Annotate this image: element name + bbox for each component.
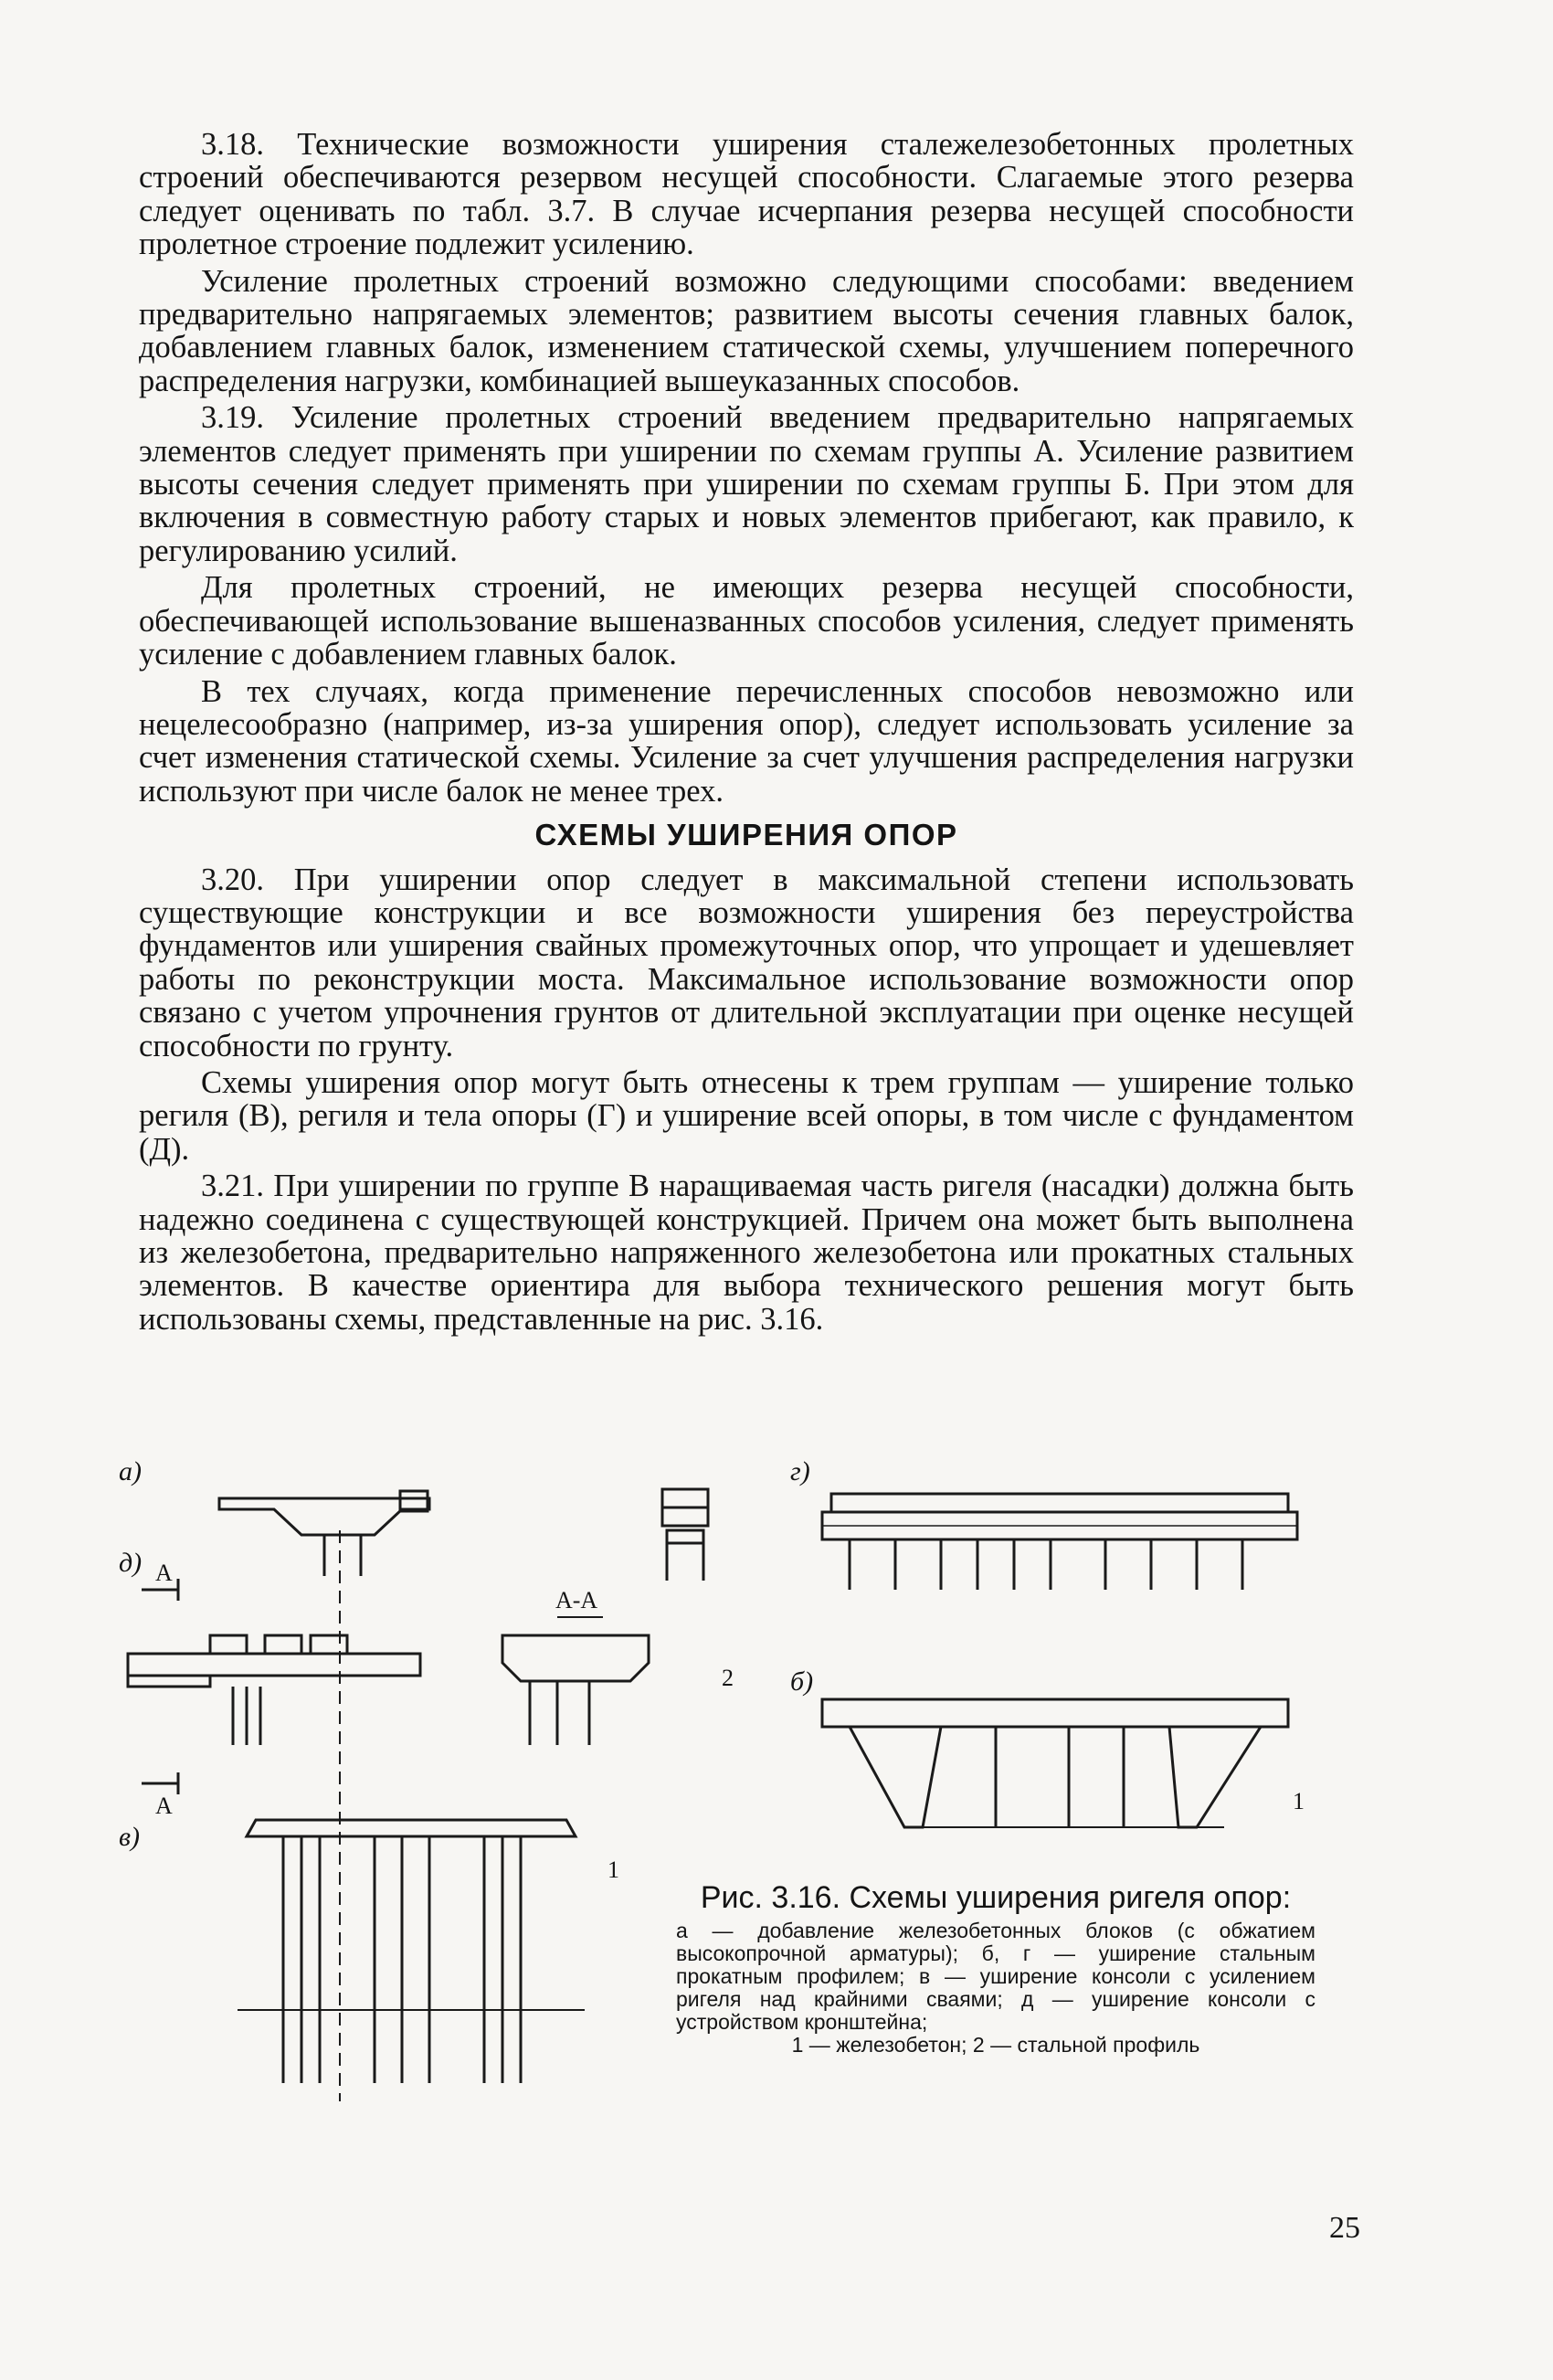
label-v: в) [119, 1822, 141, 1852]
caption-body: а — добавление железобетонных блоков (с обжатием высокопрочной арматуры); б, г — уширение стальным прокатным профилем; в — уширение консоли с усилением ригеля над крайними сваями; д — уширение консоли с устройством кронштейна; [676, 1919, 1315, 2034]
figure-caption [676, 1880, 1315, 2057]
body-text [139, 128, 1354, 1339]
label-a: а) [119, 1456, 142, 1486]
label-one-right: 1 [1293, 1788, 1305, 1814]
paragraph: 3.19. Усиление пролетных строений введением предварительно напрягаемых элементов следует применять при уширении по схемам группы А. Усиление развитием высоты сечения следует применять при уширении по схемам группы Б. При этом для включения в совместную работу старых и новых элементов прибегают, как правило, к регулированию усилий. [139, 400, 1354, 568]
label-one-bottom: 1 [607, 1856, 619, 1883]
label-g: г) [790, 1456, 810, 1486]
label-A-top: А [155, 1560, 173, 1586]
paragraph: В тех случаях, когда применение перечисленных способов невозможно или нецелесообразно (например, из-за уширения опор), следует использовать усиление за счет изменения статической схемы. Усиление за счет улучшения распределения нагрузки используют при числе балок не менее трех. [139, 673, 1354, 809]
paragraph: Усиление пролетных строений возможно следующими способами: введением предварительно напрягаемых элементов; развитием высоты сечения главных балок, добавлением главных балок, изменением статической схемы, улучшением поперечного распределения нагрузки, комбинацией вышеуказанных способов. [139, 263, 1354, 398]
page-number: 25 [1329, 2211, 1360, 2245]
paragraph: Для пролетных строений, не имеющих резерва несущей способности, обеспечивающей использование вышеназванных способов усиления, следует применять усиление с добавлением главных балок. [139, 570, 1354, 672]
paragraph: 3.20. При уширении опор следует в максимальной степени использовать существующие конструкции и все возможности уширения без переустройства фундаментов или уширения свайных промежуточных опор, что упрощает и удешевляет работы по реконструкции моста. Максимальное использование возможности опор связано с учетом упрочнения грунтов от длительной эксплуатации при оценке несущей способности по грунту. [139, 862, 1354, 1063]
section-heading: СХЕМЫ УШИРЕНИЯ ОПОР [534, 818, 958, 852]
label-two: 2 [722, 1665, 734, 1691]
label-b: б) [790, 1666, 814, 1697]
label-d: д) [119, 1548, 143, 1578]
label-A-bottom: А [155, 1793, 173, 1819]
paragraph: 3.21. При уширении по группе В наращиваемая часть ригеля (насадки) должна быть надежно соединена с существующей конструкцией. Причем она может быть выполнена из железобетона, предварительно напряженного железобетона или прокатных стальных элементов. В качестве ориентира для выбора технического решения могут быть использованы схемы, представленные на рис. 3.16. [139, 1169, 1354, 1337]
paragraph: 3.18. Технические возможности уширения сталежелезобетонных пролетных строений обеспечиваются резервом несущей способности. Слагаемые этого резерва следует оценивать по табл. 3.7. В случае исчерпания резерва несущей способности пролетное строение подлежит усилению. [139, 127, 1354, 262]
label-section: А-А [555, 1587, 598, 1613]
paragraph: Схемы уширения опор могут быть отнесены к трем группам — уширение только региля (В), региля и тела опоры (Г) и уширение всей опоры, в том числе с фундаментом (Д). [139, 1064, 1354, 1167]
caption-legend: 1 — железобетон; 2 — стальной профиль [791, 2033, 1200, 2057]
caption-title: Рис. 3.16. Схемы уширения ригеля опор: [700, 1880, 1292, 1915]
